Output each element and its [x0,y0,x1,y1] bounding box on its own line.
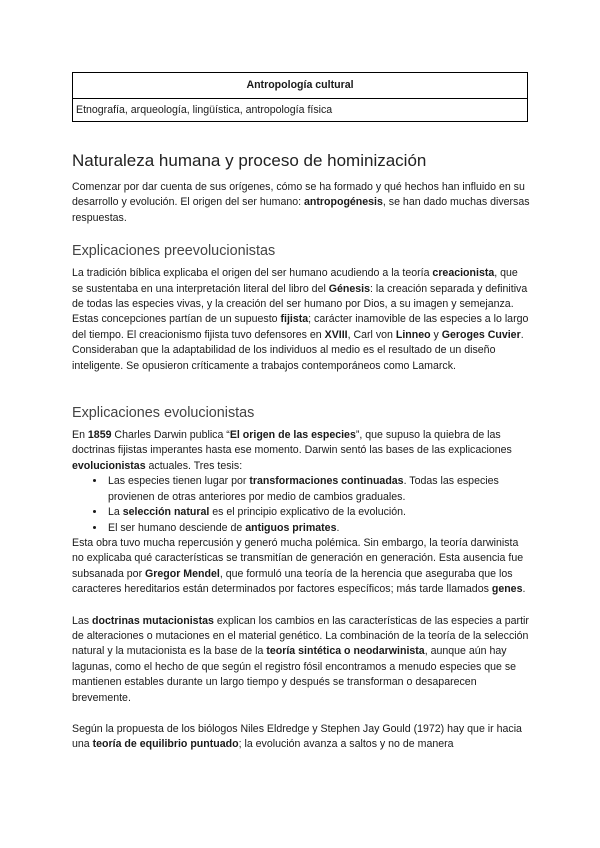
pre-paragraph-1 [72,266,530,312]
text-run: explican los cambios en las características de las especies a partir de alteraciones o mutaciones en el material genético. La combinación de la teoría de la selección natural y la mutacionista es la base de la [72,614,529,658]
intro-paragraph [72,180,530,226]
evo-paragraph-1 [72,428,530,474]
text-run: La tradición bíblica explicaba el origen del ser humano acudiendo a la teoría [72,267,433,280]
bold-term: XVIII [324,328,348,341]
text-run: Comenzar por dar cuenta de sus orígenes, cómo se ha formado y qué hechos han influido en su desarrollo y evolución. El origen del ser humano: [72,181,525,209]
table-header: Antropología cultural [73,73,527,99]
bold-term: teoría de equilibrio puntuado [92,738,239,751]
evo-paragraph-2 [72,536,530,598]
table-body: Etnografía, arqueología, lingüística, antropología física [76,104,333,116]
thesis-list [72,474,530,536]
bold-term: evolucionistas [72,459,146,472]
text-run: , que se sustentaba en una interpretación literal del libro del [72,267,518,295]
bold-term: 1859 [87,429,112,442]
text-run: , aunque aún hay lagunas, como el hecho de que según el registro fósil encontramos a menudo especies que se mantienen estables durante un largo tiempo y después se transforman o desaparecen brevemente. [72,645,517,704]
bold-term: El origen de las especies [229,429,356,442]
bold-term: genes [491,583,523,596]
text-run: El ser humano desciende de [108,521,246,534]
bold-term: selección natural [122,506,210,519]
text-run: . [522,583,526,596]
text-run: y [430,328,442,341]
bold-term: antropogénesis [304,196,383,209]
bold-term: Linneo [395,328,431,341]
text-run: . [336,521,340,534]
list-item [106,474,530,505]
text-run: Charles Darwin publica “ [111,429,230,442]
text-run: Las especies tienen lugar por [108,475,250,488]
summary-table [72,72,528,122]
main-content [72,150,530,753]
pre-paragraph-2 [72,312,530,374]
text-run: ; carácter inamovible de las especies a lo largo del tiempo. El creacionismo fijista tuvo defensores en [72,313,529,341]
text-run: Las [72,614,93,627]
text-run: , que formuló una teoría de la herencia que aseguraba que los caracteres hereditarios están determinados por factores específicos; más tarde llamados [72,567,513,596]
bold-term: doctrinas mutacionistas [92,614,214,627]
text-run: ”, que supuso la quiebra de las doctrinas fijistas imperantes hasta ese momento. Darwin sentó las bases de las explicaciones [72,429,512,457]
text-run: . Todas las especies provienen de otras anteriores por medio de cambios graduales. [108,475,499,503]
text-run: es el principio explicativo de la evolución. [209,506,406,519]
bold-term: transformaciones continuadas [249,475,404,488]
bold-term: Génesis [328,282,370,295]
text-run: En [72,429,88,442]
text-run: , se han dado muchas diversas respuestas. [72,196,530,224]
text-run: ; la evolución avanza a saltos y no de manera [238,738,454,751]
bold-term: creacionista [432,267,495,280]
text-run: . Consideraban que la adaptabilidad de los individuos al medio es el resultado de un diseño inteligente. Se opusieron críticamente a trabajos contemporáneos como Lamarck. [72,328,524,372]
text-run: Según la propuesta de los biólogos Niles Eldredge y Stephen Jay Gould (1972) hay que ir hacia una [72,722,522,751]
evo-paragraph-4 [72,722,530,753]
text-run: Estas concepciones partían de un supuesto [72,313,281,326]
text-run: : la creación separada y definitiva de todas las especies vivas, y la creación del ser humano por Dios, a su imagen y semejanza. [72,282,528,311]
text-run: actuales. Tres tesis: [145,459,243,472]
section-heading-evolucionistas: Explicaciones evolucionistas [72,405,255,422]
bold-term: Gregor Mendel [145,567,220,580]
list-item [106,505,530,520]
evo-paragraph-3 [72,614,530,706]
list-item [106,521,530,536]
bold-term: teoría sintética o neodarwinista [266,645,425,658]
text-run: Esta obra tuvo mucha repercusión y generó mucha polémica. Sin embargo, la teoría darwinista no explicaba qué características se transmitían de generación en generación. Esta ausencia fue subsanada por [72,536,524,580]
bold-term: antiguos primates [245,521,337,534]
text-run: La [108,506,123,519]
text-run: , Carl von [347,328,396,341]
bold-term: Geroges Cuvier [441,328,521,341]
section-heading-preevolucionistas: Explicaciones preevolucionistas [72,243,276,260]
document-title: Naturaleza humana y proceso de hominización [72,151,427,170]
bold-term: fijista [280,313,309,326]
